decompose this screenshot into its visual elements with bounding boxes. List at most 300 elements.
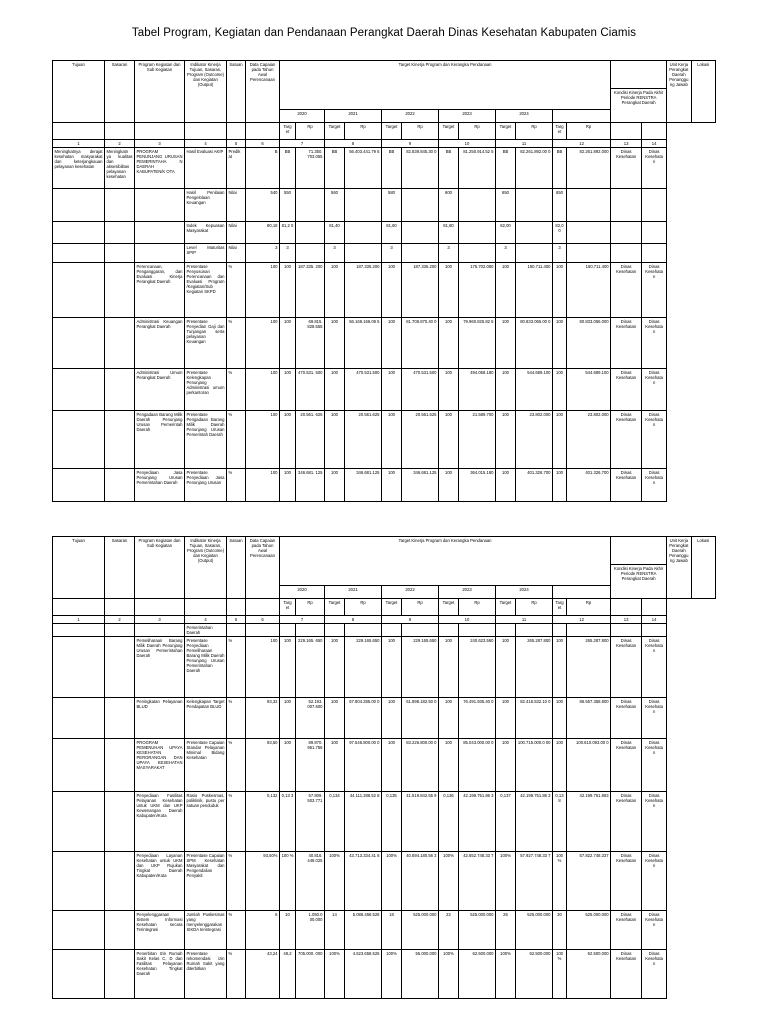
cell-program: Pengadaan Barang Milik Daerah Penunjang Urusan Pemerintah Daerah [135,411,185,469]
cell-tk: 100 % [553,852,567,911]
cell-t23: 0,136 [439,792,459,852]
header-tujuan: Tujuan [53,537,105,599]
header-spacer [227,599,246,616]
header-lokasi: Lokasi [691,537,715,599]
page-title: Tabel Program, Kegiatan dan Pendanaan Perangkat Daerah Dinas Kesehatan Kabupaten Ciamis [131,27,637,39]
cell-t23: 100 [439,369,459,411]
column-number: 8 [325,140,382,148]
table-row [53,637,716,698]
cell-tujuan [53,624,105,637]
cell-satuan: % [227,950,246,999]
cell-r21: 4.623.658.526 [345,950,382,999]
cell-t22: 100% [382,950,402,999]
cell-t21: 100 [325,698,345,739]
cell-r21 [345,624,382,637]
cell-t20: 100 [280,369,296,411]
cell-lokasi: Dinas Kesehata n [642,792,667,852]
cell-t24: 100 [496,698,516,739]
cell-r20: 20.561. 625 [296,411,325,469]
cell-tk: 100 [553,411,567,469]
cell-r22: 187.335.200 [402,263,439,318]
cell-sasaran [105,411,135,469]
cell-t23: 100 [439,739,459,792]
cell-unit: Dinas Kesehatan [611,148,642,189]
cell-rk [567,624,611,637]
cell-indikator: Hasil Evaluasi AKIP [185,148,227,189]
cell-r22: 346.681.125 [402,469,439,502]
cell-r24: 265.287.800 [516,637,553,698]
header-row [53,599,716,616]
cell-r20: 187.335. 200 [296,263,325,318]
column-number: 6 [246,616,280,624]
header-spacer [185,123,227,140]
header-target: Target [325,599,345,616]
cell-rk: 525.000.000 [567,911,611,950]
header-spacer [105,123,135,140]
cell-t22: 580 [382,189,402,222]
cell-t23: 100 [439,637,459,698]
cell-t23: 22 [439,911,459,950]
cell-r24 [516,244,553,263]
cell-t24 [496,624,516,637]
cell-sasaran [105,637,135,698]
cell-program [135,244,185,263]
header-spacer [135,123,185,140]
header-lokasi: Lokasi [691,61,715,123]
cell-t21: 100 [325,263,345,318]
cell-t20: 100 [280,637,296,698]
table-row [53,792,716,852]
cell-tujuan [53,411,105,469]
cell-unit: Dinas Kesehatan [611,739,642,792]
cell-unit: Dinas Kesehatan [611,263,642,318]
cell-t23 [439,624,459,637]
cell-tujuan [53,739,105,792]
cell-t24: 0,137 [496,792,516,852]
header-kondisi-blank [611,61,667,89]
cell-r21: 229.165.650 [345,637,382,698]
header-kondisi: Kondisi Kinerja Pada Akhir Periode RENSTRA Perangkat Daerah [611,565,667,599]
header-target: Targ et [280,123,296,140]
cell-awal: 0,132 [246,792,280,852]
column-number: 7 [280,616,325,624]
cell-t23: BB [439,148,459,189]
cell-lokasi [642,222,667,244]
cell-sasaran [105,792,135,852]
cell-t24: 100 [496,369,516,411]
cell-r20: 470.531. 500 [296,369,325,411]
header-year: 2022 [382,110,439,123]
header-target: Target [439,599,459,616]
cell-r21: 56.169.166.09 5 [345,318,382,369]
header-program: Program Kegiatan dan Sub Kegiatan [135,537,185,599]
header-target: Target [496,599,516,616]
column-number: 11 [496,140,553,148]
column-number: 9 [382,616,439,624]
cell-t24: 100% [496,852,516,911]
cell-tujuan [53,950,105,999]
header-target: Targ et [553,123,567,140]
cell-r24 [516,189,553,222]
cell-tk: 3 [553,244,567,263]
header-rp: Rp [459,599,496,616]
header-spacer [185,599,227,616]
cell-t23: 100 [439,411,459,469]
cell-t21: 100 [325,469,345,502]
cell-awal: 80,18 [246,222,280,244]
cell-r23: 42.652.748.33 7 [459,852,496,911]
cell-tk [553,624,567,637]
cell-rk: 82.261.892.000 [567,148,611,189]
column-number: 1 [53,616,105,624]
cell-rk: 62.500.000 [567,950,611,999]
cell-t22: 100% [382,852,402,911]
cell-sasaran: Meningkatn ya kualitas dan aksesibilitas pelayanan kesehatan [105,148,135,189]
cell-r23: 240.623.560 [459,637,496,698]
cell-awal: 43,24 [246,950,280,999]
cell-sasaran [105,950,135,999]
cell-awal: B [246,148,280,189]
cell-r21: 43.713.334.41 8 [345,852,382,911]
cell-r20: 40.816. 448.025 [296,852,325,911]
cell-program: Administrasi Umum Perangkat Daerah [135,369,185,411]
cell-r22 [402,189,439,222]
cell-satuan: % [227,698,246,739]
table-row [53,263,716,318]
cell-r20: 57.809. 503.771 [296,792,325,852]
cell-r23 [459,624,496,637]
cell-t20: 100 [280,318,296,369]
header-year: 2022 [382,586,439,599]
header-target-group: Target Kinerja Program dan Kerangka Pendanaan [280,61,611,110]
cell-tujuan [53,792,105,852]
header-target: Target [439,123,459,140]
cell-sasaran [105,244,135,263]
cell-awal: 6 [246,911,280,950]
cell-satuan: % [227,852,246,911]
cell-t23: 100 [439,469,459,502]
cell-t22: 0,135 [382,792,402,852]
cell-t21: 100% [325,950,345,999]
cell-tujuan [53,911,105,950]
cell-t23: 100 [439,318,459,369]
cell-tujuan [53,222,105,244]
header-data-capaian: Data Capaian pada Tahun Awal Perencanaan [246,537,280,599]
header-year: 2021 [325,110,382,123]
cell-r21: 67.804.285.00 0 [345,698,382,739]
header-unit: Unit Kerja Perangkat Daerah Penanggung Jawab [667,61,691,123]
cell-tk: 100 [553,739,567,792]
cell-r23: 494.058.180 [459,369,496,411]
cell-satuan: % [227,411,246,469]
cell-rk: 23.802.000 [567,411,611,469]
cell-t22: 3 [382,244,402,263]
table-row [53,222,716,244]
cell-lokasi: Dinas Kesehata n [642,739,667,792]
cell-tk: 100 [553,318,567,369]
column-number: 3 [135,140,185,148]
cell-tk: BB [553,148,567,189]
header-target-group: Target Kinerja Program dan Kerangka Pendanaan [280,537,611,586]
header-rp: Rp [459,123,496,140]
column-number: 4 [185,616,227,624]
cell-r23: 79.960.825.82 5 [459,318,496,369]
cell-sasaran [105,469,135,502]
cell-t21: 560 [325,189,345,222]
cell-r23: 364.015.180 [459,469,496,502]
cell-indikator: Jumlah Puskesmas yang menyelenggarakan SIKDA terintegrasi [185,911,227,950]
header-rp: Rp [402,123,439,140]
cell-indikator: Rasio Puskesmas, poliklinik, pustu per satuan penduduk [185,792,227,852]
cell-r24: 23.802.000 [516,411,553,469]
cell-awal: 100 [246,411,280,469]
cell-r21 [345,222,382,244]
cell-r21: 20.561.625 [345,411,382,469]
cell-satuan: % [227,739,246,792]
cell-r24: 82.416.532.10 0 [516,698,553,739]
cell-r21 [345,189,382,222]
header-rp: Rp [345,599,382,616]
column-number-row [53,140,716,148]
column-number: 7 [280,140,325,148]
cell-indikator: Presentase Penyediaan Jasa Penunjang Urusan [185,469,227,502]
cell-r22: 81.708.870.40 0 [402,318,439,369]
cell-r24: 150.711.400 [516,263,553,318]
cell-indikator: Presentase Pengadaan Barang Milik Daerah Penunjang Urusan Pemerintah Daerah [185,411,227,469]
cell-t21: 100 [325,369,345,411]
cell-r21 [345,244,382,263]
cell-r21: 5.086.458.526 [345,911,382,950]
cell-rk [567,244,611,263]
cell-satuan: % [227,469,246,502]
table-row [53,318,716,369]
cell-r20 [296,244,325,263]
cell-t22: 81,60 [382,222,402,244]
cell-t22 [382,624,402,637]
cell-t24: 100% [496,950,516,999]
cell-t20: 81,2 0 [280,222,296,244]
header-spacer [135,599,185,616]
cell-t23: 100% [439,950,459,999]
cell-t20: 100 [280,411,296,469]
cell-rk: 86.557.358.800 [567,698,611,739]
cell-tk: 0,13 8 [553,792,567,852]
column-number: 14 [642,616,667,624]
cell-t21: 100% [325,852,345,911]
header-spacer [53,599,105,616]
cell-rk: 150.711.400 [567,263,611,318]
cell-satuan: Nilai [227,189,246,222]
cell-program: Administrasi Keuangan Perangkat Daerah [135,318,185,369]
cell-t21: 14 [325,911,345,950]
cell-r24: 80.833.065.00 0 [516,318,553,369]
table-row [53,469,716,502]
cell-tk: 100 [553,263,567,318]
cell-sasaran [105,624,135,637]
cell-tujuan [53,852,105,911]
table-row [53,244,716,263]
header-tujuan: Tujuan [53,61,105,123]
cell-t24: 100 [496,318,516,369]
column-number: 10 [439,140,496,148]
table-row [53,698,716,739]
cell-r20 [296,189,325,222]
cell-indikator: Presentase Penyediaan Pemeliharaan Barang Milik Daerah Penunjang Urusan Pemerintahan Daerah [185,637,227,698]
cell-t23: 100 [439,263,459,318]
cell-r21: 187.335.200 [345,263,382,318]
column-number-row [53,616,716,624]
cell-program: PROGRAM PENUNJANG URUSAN PEMERINTAHA N DAERAH KABUPATEN/K OTA [135,148,185,189]
header-sasaran: Sasaran [105,61,135,123]
cell-unit [611,189,642,222]
cell-r22 [402,244,439,263]
cell-unit: Dinas Kesehatan [611,911,642,950]
cell-r22: 83.226.800.00 0 [402,739,439,792]
cell-r21: 346.681.125 [345,469,382,502]
cell-tk: 100 [553,698,567,739]
header-rp: Rp [296,123,325,140]
cell-t20: 0,13 3 [280,792,296,852]
cell-r21: 97.546.800.00 0 [345,739,382,792]
cell-t21: 3 [325,244,345,263]
cell-r22 [402,222,439,244]
cell-unit: Dinas Kesehatan [611,852,642,911]
cell-lokasi: Dinas Kesehata n [642,911,667,950]
cell-r22: 470.531.500 [402,369,439,411]
cell-satuan: Predik at [227,148,246,189]
cell-t20 [280,624,296,637]
cell-r24: 544.689.100 [516,369,553,411]
column-number: 9 [382,140,439,148]
cell-unit: Dinas Kesehatan [611,698,642,739]
cell-r24 [516,624,553,637]
cell-lokasi: Dinas Kesehata n [642,950,667,999]
cell-t22: 100 [382,318,402,369]
header-sasaran: Sasaran [105,537,135,599]
header-spacer [105,599,135,616]
cell-r20 [296,624,325,637]
cell-t22: 100 [382,739,402,792]
column-number: 13 [611,616,642,624]
cell-r23: 81.250.914.52 5 [459,148,496,189]
column-number: 14 [642,140,667,148]
cell-rk: 100.610.093.00 0 [567,739,611,792]
cell-lokasi: Dinas Kesehata n [642,469,667,502]
cell-indikator: Indek Kepuasan Masyarakat [185,222,227,244]
cell-tujuan [53,637,105,698]
column-number: 12 [553,140,611,148]
table-row [53,911,716,950]
cell-tk: 100 [553,369,567,411]
table-row [53,739,716,792]
cell-r20 [296,222,325,244]
cell-tk: 100 [553,469,567,502]
cell-satuan: % [227,792,246,852]
cell-awal: 93,32 [246,698,280,739]
cell-r21: 44.111.288.52 8 [345,792,382,852]
cell-t21 [325,624,345,637]
cell-lokasi [642,624,667,637]
cell-t24: 100 [496,263,516,318]
header-target: Target [496,123,516,140]
cell-t22: 100 [382,637,402,698]
cell-t21: 100 [325,411,345,469]
cell-t21: 81,40 [325,222,345,244]
header-year: 2024 [496,586,553,599]
cell-r22: 20.561.625 [402,411,439,469]
cell-lokasi: Dinas Kesehata n [642,318,667,369]
cell-tk: 82,0 0 [553,222,567,244]
cell-sasaran [105,263,135,318]
cell-awal: 540 [246,189,280,222]
header-satuan: Satuan [227,537,246,599]
column-number: 10 [439,616,496,624]
cell-indikator: Presentase rekomendasi izin Rumah Sakit yang diterbitkan [185,950,227,999]
cell-t24: 650 [496,189,516,222]
header-spacer [611,123,642,140]
table-row [53,148,716,189]
cell-r22: 40.694.180.56 3 [402,852,439,911]
cell-unit: Dinas Kesehatan [611,792,642,852]
table-row [53,369,716,411]
cell-sasaran [105,189,135,222]
cell-rk [567,222,611,244]
cell-r20: 52.193. 007.600 [296,698,325,739]
cell-satuan: % [227,263,246,318]
cell-unit: Dinas Kesehatan [611,637,642,698]
program-table-1 [52,60,716,502]
cell-tk: 30 [553,911,567,950]
cell-t23: 100 [439,698,459,739]
cell-r22 [402,624,439,637]
header-spacer [246,123,280,140]
table-row [53,624,716,637]
header-spacer [611,599,642,616]
cell-t20: 3 [280,244,296,263]
cell-indikator: Presentase Kelengkapan Penunjang Administrasi umum perkantoran [185,369,227,411]
cell-t23: 81,80 [439,222,459,244]
cell-lokasi: Dinas Kesehata n [642,369,667,411]
column-number: 6 [246,140,280,148]
header-kondisi-blank [611,537,667,565]
cell-r22: 55.000.000 [402,950,439,999]
cell-tk: 650 [553,189,567,222]
cell-t20: 48,2 [280,950,296,999]
cell-t21: 100 [325,318,345,369]
cell-lokasi: Dinas Kesehata n [642,411,667,469]
cell-sasaran [105,852,135,911]
header-rp: Rp [516,599,553,616]
cell-unit: Dinas Kesehatan [611,411,642,469]
cell-t24: 100 [496,739,516,792]
cell-r24: 62.500.000 [516,950,553,999]
cell-t20: 100 [280,263,296,318]
column-number: 2 [105,140,135,148]
header-target: Target [325,123,345,140]
cell-rk [567,189,611,222]
column-number: 5 [227,140,246,148]
cell-r20: 69.815. 828.555 [296,318,325,369]
cell-satuan: % [227,911,246,950]
cell-r20: 229.165. 650 [296,637,325,698]
cell-r24: 57.927.748.33 7 [516,852,553,911]
cell-sasaran [105,911,135,950]
program-table-2 [52,536,716,999]
header-rp: Rp [402,599,439,616]
column-number: 12 [553,616,611,624]
cell-unit: Dinas Kesehatan [611,318,642,369]
cell-r24: 42.199.751.86 3 [516,792,553,852]
